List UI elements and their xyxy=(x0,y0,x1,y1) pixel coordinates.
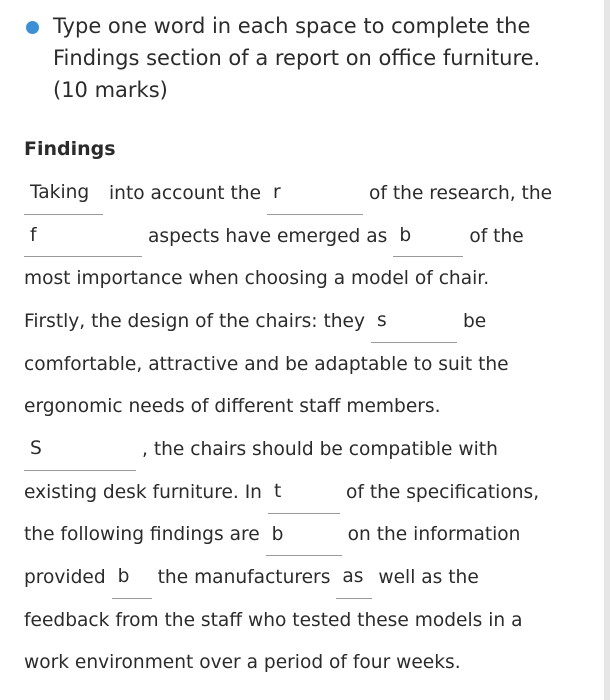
text-segment: aspects have emerged as xyxy=(148,225,388,247)
gap-input[interactable]: Taking xyxy=(24,172,103,215)
text-segment: ergonomic needs of different staff members. xyxy=(24,396,441,418)
gap-input[interactable]: as xyxy=(336,556,372,599)
text-segment: be xyxy=(463,310,487,332)
text-line xyxy=(24,599,584,642)
text-segment: of the xyxy=(469,225,524,247)
bullet-icon xyxy=(26,21,39,34)
text-line xyxy=(24,556,584,599)
text-line xyxy=(24,471,584,514)
text-segment: comfortable, attractive and be adaptable to suit the xyxy=(24,353,509,375)
text-segment: provided xyxy=(24,567,106,589)
instruction-line-2: Findings section of a report on office furniture. xyxy=(53,46,541,70)
text-segment: Firstly, the design of the chairs: they xyxy=(24,310,365,332)
text-segment: of the research, the xyxy=(369,182,553,204)
instruction-text xyxy=(53,10,540,106)
text-segment: most importance when choosing a model of chair. xyxy=(24,268,490,290)
text-line xyxy=(24,257,584,300)
text-segment: on the information xyxy=(347,524,521,546)
instruction xyxy=(26,10,586,106)
text-line xyxy=(24,385,584,428)
text-segment: work environment over a period of four weeks. xyxy=(24,652,461,674)
right-edge-rule xyxy=(604,0,610,700)
instruction-marks: (10 marks) xyxy=(53,78,168,102)
text-line xyxy=(24,514,584,557)
text-line xyxy=(24,215,584,258)
text-segment: of the specifications, xyxy=(345,481,540,503)
gap-input[interactable]: r xyxy=(267,172,363,215)
text-line xyxy=(24,343,584,386)
section-title: Findings xyxy=(24,138,116,160)
text-segment: the manufacturers xyxy=(157,567,331,589)
gap-input[interactable]: b xyxy=(112,556,152,599)
text-line xyxy=(24,428,584,471)
gap-input[interactable]: f xyxy=(24,215,142,258)
gap-input[interactable]: S xyxy=(24,428,136,471)
gap-input[interactable]: b xyxy=(266,514,342,557)
text-segment: feedback from the staff who tested these models in a xyxy=(24,609,523,631)
text-segment: existing desk furniture. In xyxy=(24,481,262,503)
text-line xyxy=(24,172,584,215)
text-segment: into account the xyxy=(109,182,262,204)
text-segment: , the chairs should be compatible with xyxy=(142,438,498,460)
gap-input[interactable]: s xyxy=(371,300,457,343)
instruction-line-1: Type one word in each space to complete the xyxy=(53,14,531,38)
text-segment: well as the xyxy=(378,567,479,589)
gap-input[interactable]: t xyxy=(268,471,340,514)
text-line xyxy=(24,642,584,685)
text-line xyxy=(24,300,584,343)
findings-paragraph xyxy=(24,172,584,684)
text-segment: the following findings are xyxy=(24,524,260,546)
gap-input[interactable]: b xyxy=(393,215,463,258)
